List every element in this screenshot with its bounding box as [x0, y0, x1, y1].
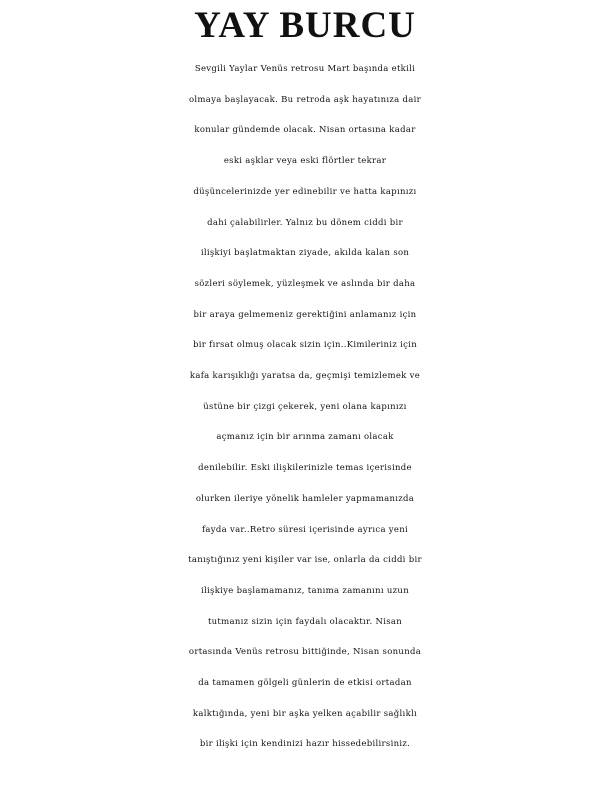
- paragraph-line: denilebilir. Eski ilişkilerinizle temas içerisinde: [198, 463, 412, 474]
- paragraph-line: olmaya başlayacak. Bu retroda aşk hayatınıza dair: [188, 94, 422, 105]
- paragraph-line: Sevgili Yaylar Venüs retrosu Mart başında etkili: [194, 64, 416, 74]
- paragraph-line: üstüne bir çizgi çekerek, yeni olana kapınızı: [203, 401, 407, 412]
- paragraph-line: dahi çalabilirler. Yalnız bu dönem ciddi bir: [207, 217, 403, 228]
- paragraph-line: sözleri söylemek, yüzleşmek ve aslında bir daha: [194, 278, 416, 289]
- paragraph-line: fayda var..Retro süresi içerisinde ayrıca yeni: [201, 524, 409, 535]
- paragraph-line: bir araya gelmemeniz gerektiğini anlamanız için: [193, 309, 417, 320]
- paragraph-line: düşüncelerinizde yer edinebilir ve hatta kapınızı: [193, 186, 417, 197]
- paragraph-line: ilişkiye başlamamanız, tanıma zamanını uzun: [201, 585, 409, 596]
- paragraph-line: bir ilişki için kendinizi hazır hissedebilirsiniz.: [199, 739, 411, 750]
- paragraph-line: da tamamen gölgeli günlerin de etkisi ortadan: [198, 678, 412, 689]
- paragraph-line: kafa karışıklığı yaratsa da, geçmişi temizlemek ve: [189, 371, 421, 382]
- page-title: YAY BURCU: [194, 5, 416, 46]
- paragraph-line: bir fırsat olmuş olacak sizin için..Kimileriniz için: [193, 340, 417, 351]
- paragraph-line: tanıştığınız yeni kişiler var ise, onlarla da ciddi bir: [188, 555, 422, 566]
- paragraph-line: tutmanız sizin için faydalı olacaktır. Nisan: [207, 616, 403, 627]
- paragraph-line: olurken ileriye yönelik hamleler yapmamanızda: [195, 493, 415, 504]
- paragraph-line: eski aşklar veya eski flörtler tekrar: [223, 156, 387, 167]
- paragraph-line: ortasında Venüs retrosu bittiğinde, Nisan sonunda: [188, 647, 422, 658]
- paragraph-line: kalktığında, yeni bir aşka yelken açabilir sağlıklı: [192, 708, 418, 719]
- paragraph-line: konular gündemde olacak. Nisan ortasına kadar: [194, 125, 416, 136]
- horoscope-paragraph: [0, 54, 610, 760]
- paragraph-line: ilişkiyi başlatmaktan ziyade, akılda kalan son: [200, 248, 410, 259]
- paragraph-line: açmanız için bir arınma zamanı olacak: [216, 432, 394, 443]
